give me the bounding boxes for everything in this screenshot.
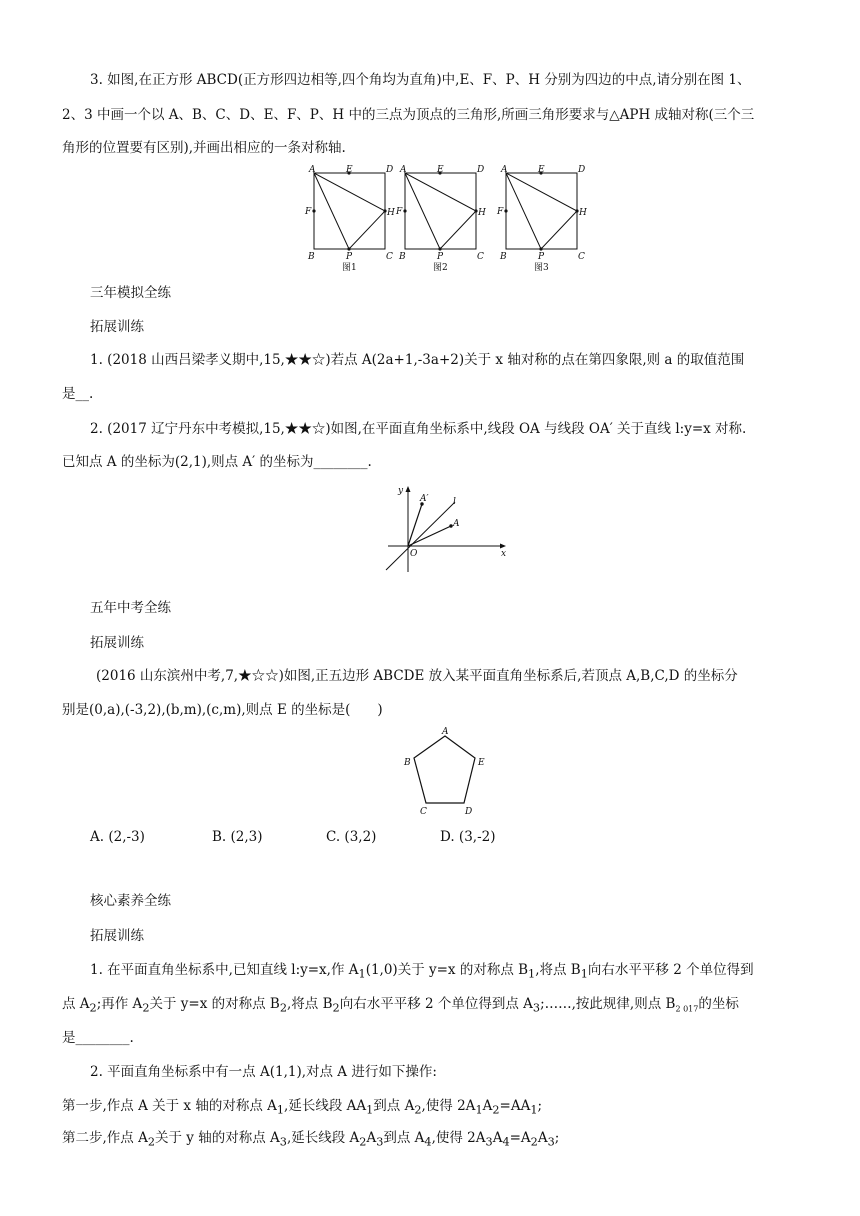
- section-subtitle: 拓展训练: [90, 928, 144, 944]
- y-axis-label: y: [398, 486, 404, 496]
- point-A-prime-label: A′: [420, 494, 429, 504]
- point-A-label: A: [453, 519, 460, 529]
- label-B: B: [500, 252, 507, 262]
- s2q1-line-2: 别是(0,a),(-3,2),(b,m),(c,m),则点 E 的坐标是( ): [62, 702, 383, 718]
- label-C: C: [578, 252, 585, 262]
- x-axis-label: x: [501, 549, 507, 559]
- label-A: A: [309, 165, 316, 175]
- s1q1-line-1: 1. (2018 山西吕梁孝义期中,15,★★☆)若点 A(2a+1,-3a+2)关于 x 轴对称的点在第四象限,则 a 的取值范围: [90, 352, 745, 368]
- figure-3-caption: 图3: [534, 263, 549, 273]
- section-title-three-year: 三年模拟全练: [90, 285, 171, 301]
- section-title-five-year: 五年中考全练: [90, 600, 171, 616]
- line-l-label: l: [453, 497, 456, 507]
- label-D: D: [386, 165, 394, 175]
- s1q1-line-2: 是__.: [62, 386, 94, 402]
- coordinate-figure: [380, 480, 515, 580]
- choice-b: B. (2,3): [212, 829, 263, 845]
- q3-line-2: 2、3 中画一个以 A、B、C、D、E、F、P、H 中的三点为顶点的三角形,所画三角形要求与△APH 成轴对称(三个三: [62, 107, 755, 123]
- label-C: C: [477, 252, 484, 262]
- label-E: E: [346, 165, 353, 175]
- s2q1-line-1: (2016 山东滨州中考,7,★☆☆)如图,正五边形 ABCDE 放入某平面直角坐标系后,若顶点 A,B,C,D 的坐标分: [96, 668, 738, 684]
- choice-c: C. (3,2): [326, 829, 377, 845]
- s3q2-step-1: 第一步,作点 A 关于 x 轴的对称点 $A_1$,延长线段 $AA_1$到点 $A_2$,使得 $2A_1A_2=AA_1$;: [62, 1098, 543, 1117]
- label-F: F: [396, 207, 403, 217]
- label-D: D: [477, 165, 485, 175]
- label-E: E: [437, 165, 444, 175]
- s3q2-line-1: 2. 平面直角坐标系中有一点 A(1,1),对点 A 进行如下操作:: [90, 1064, 437, 1080]
- vertex-A-label: A: [442, 727, 449, 737]
- vertex-E-label: E: [478, 758, 485, 768]
- label-H: H: [478, 208, 486, 218]
- square-figures: [300, 162, 600, 277]
- label-B: B: [308, 252, 315, 262]
- section-subtitle: 拓展训练: [90, 319, 144, 335]
- figure-1-caption: 图1: [342, 263, 357, 273]
- choice-a: A. (2,-3): [90, 829, 145, 845]
- s1q2-line-1: 2. (2017 辽宁丹东中考模拟,15,★★☆)如图,在平面直角坐标系中,线段 OA 与线段 OA′ 关于直线 l:y=x 对称.: [90, 421, 747, 437]
- vertex-C-label: C: [420, 807, 427, 817]
- figure-1: [304, 165, 395, 273]
- label-P: P: [538, 252, 545, 262]
- s3q1-line-3: 是________.: [62, 1030, 134, 1046]
- choice-d: D. (3,-2): [440, 829, 496, 845]
- figure-3: [496, 165, 587, 273]
- label-A: A: [400, 165, 407, 175]
- figure-2: [395, 165, 486, 273]
- vertex-D-label: D: [465, 807, 473, 817]
- origin-label: O: [410, 549, 418, 559]
- label-F: F: [497, 207, 504, 217]
- pentagon-figure: [398, 725, 498, 817]
- label-A: A: [501, 165, 508, 175]
- label-H: H: [579, 208, 587, 218]
- label-B: B: [399, 252, 406, 262]
- label-F: F: [305, 207, 312, 217]
- q3-line-3: 角形的位置要有区别),并画出相应的一条对称轴.: [62, 140, 346, 156]
- label-E: E: [538, 165, 545, 175]
- label-H: H: [387, 208, 395, 218]
- section-title-core: 核心素养全练: [90, 893, 171, 909]
- figure-2-caption: 图2: [433, 263, 448, 273]
- vertex-B-label: B: [404, 758, 411, 768]
- label-P: P: [346, 252, 353, 262]
- s3q1-line-1: 1. 在平面直角坐标系中,已知直线 l:y=x,作 $A_1(1,0)$关于 y=x 的对称点 $B_1$,将点 $B_1$向右水平平移 2 个单位得到: [90, 962, 754, 981]
- label-C: C: [386, 252, 393, 262]
- label-D: D: [578, 165, 586, 175]
- s3q2-step-2: 第二步,作点 $A_2$关于 y 轴的对称点 $A_3$,延长线段 $A_2A_3$到点 $A_4$,使得 $2A_3A_4=A_2A_3$;: [62, 1130, 560, 1149]
- section-subtitle: 拓展训练: [90, 635, 144, 651]
- label-P: P: [437, 252, 444, 262]
- s3q1-line-2: 点 $A_2$;再作 $A_2$关于 y=x 的对称点 $B_2$,将点 $B_2$向右水平平移 2 个单位得到点 $A_3;\dots\dots$,按此规律,则点 $B_{2 017}$的坐标: [62, 996, 739, 1015]
- s1q2-line-2: 已知点 A 的坐标为(2,1),则点 A′ 的坐标为________.: [62, 454, 372, 470]
- q3-line-1: 3. 如图,在正方形 ABCD(正方形四边相等,四个角均为直角)中,E、F、P、H 分别为四边的中点,请分别在图 1、: [90, 72, 751, 88]
